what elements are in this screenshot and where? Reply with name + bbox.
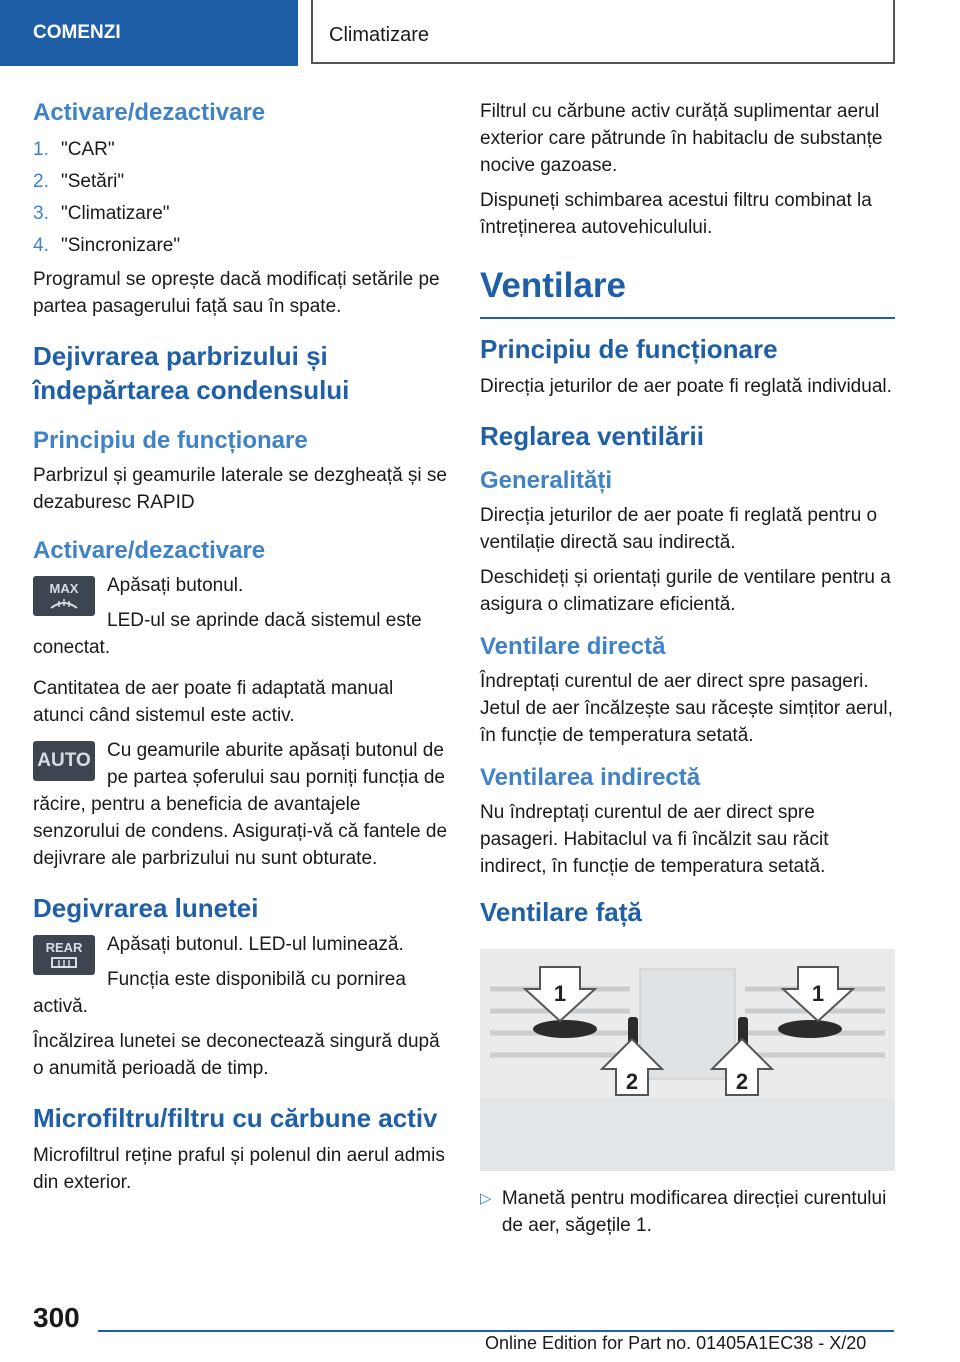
- list-item: 4. "Sincronizare": [33, 235, 181, 256]
- windshield-heat-icon: [49, 596, 79, 610]
- max-defrost-button-icon: MAX: [33, 576, 95, 616]
- page-number: 300: [33, 1302, 80, 1333]
- heading-activate-2: Activare/dezactivare: [33, 536, 266, 564]
- paragraph-principle-right: Direcția jeturilor de aer poate fi reglată individual.: [480, 375, 892, 397]
- figure-label-2-right: 2: [735, 1069, 749, 1095]
- paragraph-replace: Dispuneți schimbarea acestui filtru combinat la întreținerea autovehiculului.: [480, 190, 872, 238]
- heading-front: Ventilare față: [480, 896, 642, 927]
- heading-principle-right: Principiu de funcționare: [480, 334, 778, 364]
- paragraph-rear-press: Apăsați butonul. LED-ul luminează.: [107, 934, 404, 956]
- page-header: [0, 0, 960, 66]
- paragraph-air: Cantitatea de aer poate fi adaptată manual atunci când sistemul este activ.: [33, 677, 394, 726]
- section-divider: [480, 317, 895, 319]
- figure-label-2-left: 2: [625, 1069, 639, 1095]
- paragraph-carbon: Filtrul cu cărbune activ curăță suplimentar aerul exterior care pătrunde în habitaclu de substanțe nocive gazoase.: [480, 101, 883, 176]
- heading-indirect: Ventilarea indirectă: [480, 763, 701, 791]
- paragraph-rear-func: Funcția este disponibilă cu pornirea activă.: [33, 969, 406, 1018]
- paragraph-general-2: Deschideți și orientați gurile de ventilare pentru a asigura o climatizare eficientă.: [480, 566, 891, 615]
- paragraph-indirect: Nu îndreptați curentul de aer direct spre pasageri. Habitaclul va fi încălzit sau răcit indirect, în funcție de temperatura setată.: [480, 801, 829, 877]
- figure-label-1-left: 1: [553, 981, 567, 1007]
- paragraph-rear-off: Încălzirea lunetei se deconectează singură după o anumită perioadă de timp.: [33, 1031, 440, 1080]
- heading-filter: Microfiltru/filtru cu cărbune activ: [33, 1103, 438, 1134]
- chapter-title: Climatizare: [311, 0, 895, 64]
- heading-direct: Ventilare directă: [480, 632, 666, 660]
- paragraph-led: LED-ul se aprinde dacă sistemul este conectat.: [33, 609, 422, 658]
- auto-button-icon: AUTO: [33, 741, 95, 781]
- list-item: 1. "CAR": [33, 139, 115, 160]
- heading-activate: Activare/dezactivare: [33, 99, 266, 126]
- right-column: [480, 98, 895, 1239]
- left-column: [33, 98, 448, 1204]
- heading-rear: Degivrarea lunetei: [33, 892, 259, 923]
- max-defrost-block: [33, 572, 448, 669]
- rear-defrost-block: [33, 931, 448, 1028]
- bullet-lever: ▷ Manetă pentru modificarea direcției curentului de aer, săgețile 1.: [480, 1185, 895, 1239]
- paragraph-general-1: Direcția jeturilor de aer poate fi reglată pentru o ventilație directă sau indirectă.: [480, 504, 878, 553]
- triangle-bullet-icon: ▷: [480, 1190, 492, 1208]
- edition-text: Online Edition for Part no. 01405A1EC38 - X/20: [485, 1333, 867, 1353]
- paragraph-auto: Cu geamurile aburite apăsați butonul de pe partea șoferului sau porniți funcția de răcire, pentru a beneficia de avantajele senzorului de condens. Asigurați-vă că fantele de dejivrare ale parbrizului nu sunt obturate.: [33, 739, 448, 869]
- steps-list: [33, 134, 448, 262]
- paragraph-filter: Microfiltrul reține praful și polenul din aerul admis din exterior.: [33, 1145, 445, 1194]
- section-tab: COMENZI: [0, 0, 298, 66]
- rear-window-heat-icon: [49, 955, 79, 969]
- heading-defrost: Dejivrarea parbrizului și îndepărtarea condensului: [33, 341, 350, 405]
- paragraph-direct: Îndreptați curentul de aer direct spre pasageri. Jetul de aer încălzește sau răcește simțitor aerul, în funcție de temperatura setată.: [480, 670, 893, 746]
- heading-adjust: Reglarea ventilării: [480, 420, 704, 451]
- heading-general: Generalități: [480, 466, 613, 494]
- rear-defrost-button-icon: REAR: [33, 935, 95, 975]
- paragraph-program: Programul se oprește dacă modificați setările pe partea pasagerului față sau în spate.: [33, 269, 440, 317]
- heading-ventilation: Ventilare: [480, 266, 626, 305]
- paragraph-press: Apăsați butonul.: [107, 574, 244, 596]
- footer-divider: [98, 1330, 894, 1332]
- list-item: 2. "Setări": [33, 171, 125, 192]
- dashboard-vents-illustration: [480, 949, 895, 1171]
- vent-figure: [480, 949, 895, 1171]
- auto-block: [33, 737, 448, 880]
- list-item: 3. "Climatizare": [33, 203, 170, 224]
- paragraph-principle: Parbrizul și geamurile laterale se dezgheață și se dezaburesc RAPID: [33, 464, 447, 513]
- figure-label-1-right: 1: [811, 981, 825, 1007]
- heading-principle: Principiu de funcționare: [33, 426, 308, 454]
